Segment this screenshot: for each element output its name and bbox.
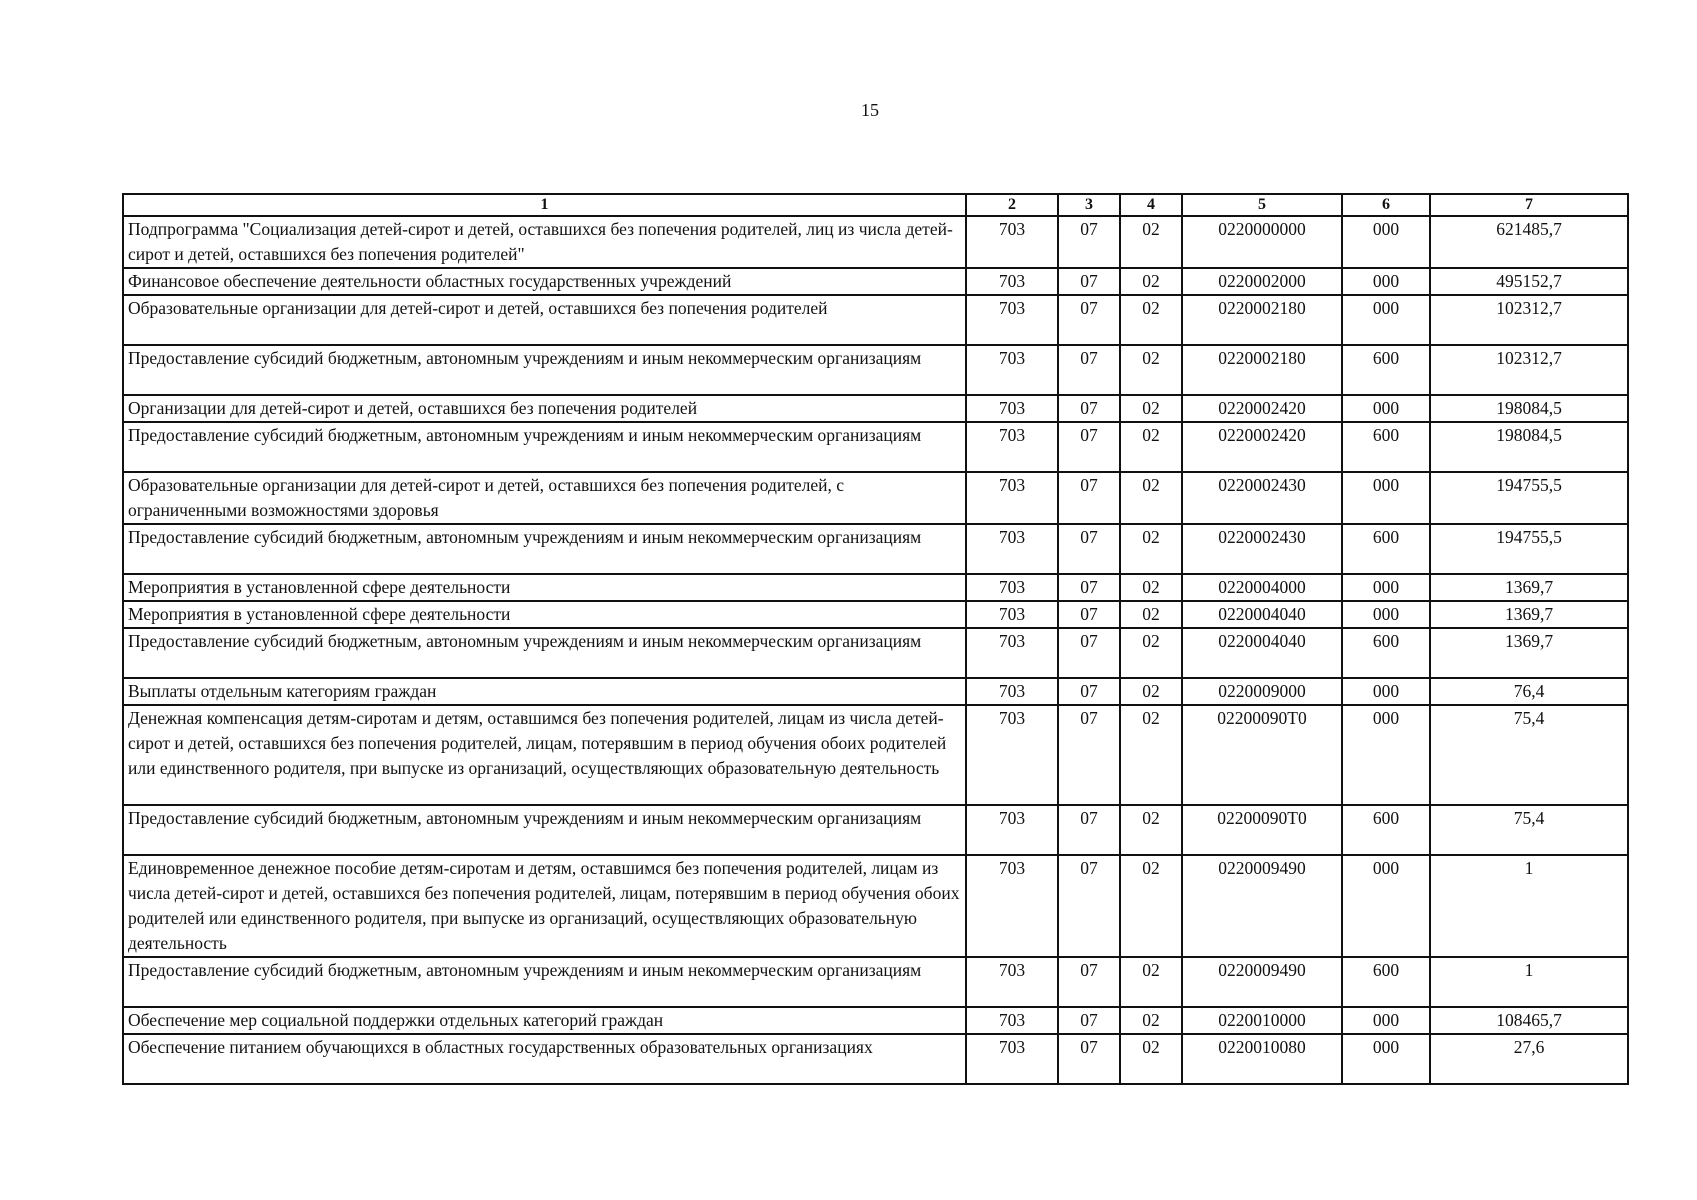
cell-amount: 198084,5 [1430,395,1628,422]
cell-subsection: 02 [1120,678,1182,705]
cell-subsection: 02 [1120,805,1182,855]
row-description: Денежная компенсация детям-сиротам и детям, оставшимся без попечения родителей, лицам из числа детей-сирот и детей, оставшихся без попечения родителей, лицам, потерявшим в период обучения обоих родителей или единственного родителя, при выпуске из организаций, осуществляющих образовательную деятельность [123,705,966,805]
table-row [123,268,1628,295]
cell-subsection: 02 [1120,601,1182,628]
cell-expense-type: 000 [1342,705,1430,805]
cell-chapter: 703 [966,855,1058,957]
table-row [123,705,1628,805]
cell-chapter: 703 [966,345,1058,395]
row-description: Образовательные организации для детей-сирот и детей, оставшихся без попечения родителей, с ограниченными возможностями здоровья [123,472,966,524]
cell-amount: 1369,7 [1430,628,1628,678]
row-description: Подпрограмма "Социализация детей-сирот и детей, оставшихся без попечения родителей, лиц из числа детей-сирот и детей, оставшихся без попечения родителей" [123,216,966,268]
table-row [123,1034,1628,1084]
table-row [123,295,1628,345]
column-header: 7 [1430,194,1628,216]
cell-target-article: 0220004040 [1182,601,1342,628]
table-row [123,345,1628,395]
cell-amount: 1 [1430,957,1628,1007]
row-description: Образовательные организации для детей-сирот и детей, оставшихся без попечения родителей [123,295,966,345]
cell-subsection: 02 [1120,472,1182,524]
cell-amount: 27,6 [1430,1034,1628,1084]
cell-section: 07 [1058,268,1120,295]
cell-chapter: 703 [966,705,1058,805]
cell-target-article: 0220004040 [1182,628,1342,678]
row-description: Предоставление субсидий бюджетным, автономным учреждениям и иным некоммерческим организациям [123,345,966,395]
cell-section: 07 [1058,395,1120,422]
row-description: Единовременное денежное пособие детям-сиротам и детям, оставшимся без попечения родителей, лицам из числа детей-сирот и детей, оставшихся без попечения родителей, лицам, потерявшим в период обучения обоих родителей или единственного родителя, при выпуске из организаций, осуществляющих образовательную деятельность [123,855,966,957]
cell-chapter: 703 [966,1007,1058,1034]
cell-section: 07 [1058,216,1120,268]
cell-expense-type: 600 [1342,422,1430,472]
cell-expense-type: 600 [1342,628,1430,678]
column-header: 3 [1058,194,1120,216]
cell-expense-type: 000 [1342,395,1430,422]
cell-subsection: 02 [1120,395,1182,422]
cell-chapter: 703 [966,957,1058,1007]
cell-section: 07 [1058,805,1120,855]
cell-subsection: 02 [1120,1007,1182,1034]
cell-amount: 75,4 [1430,805,1628,855]
cell-target-article: 0220004000 [1182,574,1342,601]
cell-amount: 1 [1430,855,1628,957]
cell-amount: 1369,7 [1430,601,1628,628]
table-row [123,395,1628,422]
cell-chapter: 703 [966,524,1058,574]
column-header: 1 [123,194,966,216]
cell-subsection: 02 [1120,216,1182,268]
row-description: Выплаты отдельным категориям граждан [123,678,966,705]
cell-expense-type: 000 [1342,855,1430,957]
cell-section: 07 [1058,957,1120,1007]
cell-subsection: 02 [1120,1034,1182,1084]
cell-chapter: 703 [966,268,1058,295]
cell-section: 07 [1058,574,1120,601]
cell-expense-type: 600 [1342,957,1430,1007]
table-row [123,422,1628,472]
cell-section: 07 [1058,1007,1120,1034]
cell-expense-type: 000 [1342,268,1430,295]
row-description: Предоставление субсидий бюджетным, автономным учреждениям и иным некоммерческим организациям [123,805,966,855]
cell-target-article: 0220009490 [1182,957,1342,1007]
row-description: Предоставление субсидий бюджетным, автономным учреждениям и иным некоммерческим организациям [123,524,966,574]
cell-subsection: 02 [1120,345,1182,395]
cell-target-article: 0220010080 [1182,1034,1342,1084]
cell-amount: 102312,7 [1430,345,1628,395]
cell-chapter: 703 [966,472,1058,524]
cell-amount: 194755,5 [1430,472,1628,524]
cell-amount: 194755,5 [1430,524,1628,574]
table-row [123,574,1628,601]
cell-expense-type: 000 [1342,216,1430,268]
row-description: Финансовое обеспечение деятельности областных государственных учреждений [123,268,966,295]
cell-expense-type: 000 [1342,1007,1430,1034]
cell-chapter: 703 [966,678,1058,705]
table-row [123,601,1628,628]
table-row [123,678,1628,705]
cell-amount: 75,4 [1430,705,1628,805]
cell-chapter: 703 [966,805,1058,855]
cell-expense-type: 000 [1342,295,1430,345]
column-header: 6 [1342,194,1430,216]
cell-target-article: 0220002420 [1182,422,1342,472]
page-number: 15 [861,100,879,120]
row-description: Мероприятия в установленной сфере деятельности [123,574,966,601]
cell-chapter: 703 [966,422,1058,472]
cell-amount: 495152,7 [1430,268,1628,295]
cell-amount: 1369,7 [1430,574,1628,601]
cell-expense-type: 600 [1342,805,1430,855]
cell-amount: 198084,5 [1430,422,1628,472]
cell-expense-type: 600 [1342,345,1430,395]
cell-subsection: 02 [1120,268,1182,295]
cell-subsection: 02 [1120,295,1182,345]
cell-chapter: 703 [966,1034,1058,1084]
cell-target-article: 0220002000 [1182,268,1342,295]
cell-chapter: 703 [966,395,1058,422]
cell-section: 07 [1058,422,1120,472]
table-body [123,216,1628,1084]
column-header: 4 [1120,194,1182,216]
cell-section: 07 [1058,524,1120,574]
header-row [123,194,1628,216]
cell-expense-type: 000 [1342,678,1430,705]
cell-subsection: 02 [1120,628,1182,678]
cell-subsection: 02 [1120,574,1182,601]
cell-chapter: 703 [966,216,1058,268]
cell-section: 07 [1058,705,1120,805]
cell-expense-type: 000 [1342,574,1430,601]
cell-section: 07 [1058,295,1120,345]
cell-section: 07 [1058,628,1120,678]
table-row [123,472,1628,524]
row-description: Обеспечение питанием обучающихся в областных государственных образовательных организациях [123,1034,966,1084]
cell-target-article: 02200090Т0 [1182,805,1342,855]
cell-expense-type: 000 [1342,472,1430,524]
row-description: Обеспечение мер социальной поддержки отдельных категорий граждан [123,1007,966,1034]
column-header: 5 [1182,194,1342,216]
cell-section: 07 [1058,678,1120,705]
budget-table [122,193,1629,1085]
row-description: Организации для детей-сирот и детей, оставшихся без попечения родителей [123,395,966,422]
cell-subsection: 02 [1120,524,1182,574]
table-row [123,957,1628,1007]
cell-amount: 102312,7 [1430,295,1628,345]
cell-target-article: 0220009490 [1182,855,1342,957]
table-row [123,628,1628,678]
cell-chapter: 703 [966,295,1058,345]
cell-section: 07 [1058,1034,1120,1084]
table-row [123,855,1628,957]
row-description: Предоставление субсидий бюджетным, автономным учреждениям и иным некоммерческим организациям [123,957,966,1007]
cell-subsection: 02 [1120,855,1182,957]
cell-expense-type: 000 [1342,1034,1430,1084]
cell-target-article: 02200090Т0 [1182,705,1342,805]
table-row [123,524,1628,574]
column-header: 2 [966,194,1058,216]
cell-chapter: 703 [966,574,1058,601]
cell-section: 07 [1058,345,1120,395]
cell-chapter: 703 [966,628,1058,678]
cell-chapter: 703 [966,601,1058,628]
cell-target-article: 0220000000 [1182,216,1342,268]
cell-amount: 108465,7 [1430,1007,1628,1034]
table-row [123,216,1628,268]
table-row [123,805,1628,855]
cell-target-article: 0220002430 [1182,472,1342,524]
cell-section: 07 [1058,601,1120,628]
row-description: Предоставление субсидий бюджетным, автономным учреждениям и иным некоммерческим организациям [123,422,966,472]
table-row [123,1007,1628,1034]
cell-target-article: 0220009000 [1182,678,1342,705]
cell-section: 07 [1058,472,1120,524]
cell-expense-type: 000 [1342,601,1430,628]
cell-amount: 76,4 [1430,678,1628,705]
cell-expense-type: 600 [1342,524,1430,574]
cell-target-article: 0220002420 [1182,395,1342,422]
cell-amount: 621485,7 [1430,216,1628,268]
row-description: Предоставление субсидий бюджетным, автономным учреждениям и иным некоммерческим организациям [123,628,966,678]
cell-subsection: 02 [1120,705,1182,805]
cell-target-article: 0220002430 [1182,524,1342,574]
cell-subsection: 02 [1120,422,1182,472]
cell-target-article: 0220010000 [1182,1007,1342,1034]
cell-section: 07 [1058,855,1120,957]
row-description: Мероприятия в установленной сфере деятельности [123,601,966,628]
cell-subsection: 02 [1120,957,1182,1007]
cell-target-article: 0220002180 [1182,295,1342,345]
cell-target-article: 0220002180 [1182,345,1342,395]
